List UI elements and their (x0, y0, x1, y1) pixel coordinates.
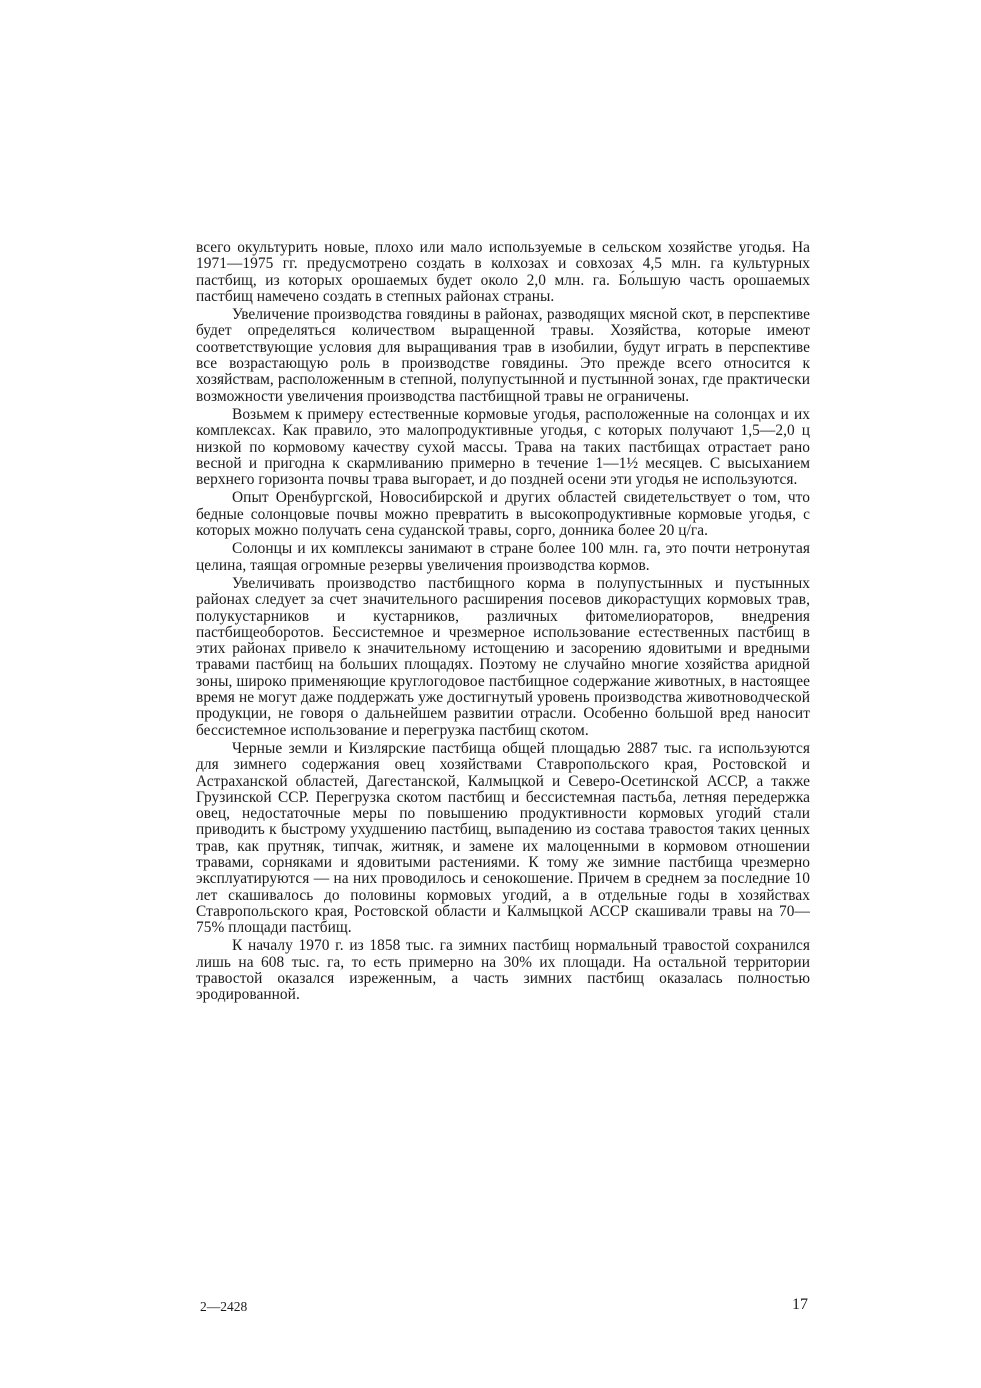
paragraph-8: К началу 1970 г. из 1858 тыс. га зимних пастбищ нормальный травостой сохранился лишь на 608 тыс. га, то есть примерно на 30% их площади. На остальной территории травостой оказался изреженным, а часть зимних пастбищ оказалась полностью эродированной. (196, 937, 810, 1004)
paragraph-7: Черные земли и Кизлярские пастбища общей площадью 2887 тыс. га используются для зимнего содержания овец хозяйствами Ставропольского края, Ростовской и Астраханской областей, Дагестанской, Калмыцкой и Северо-Осетинской АССР, а также Грузинской ССР. Перегрузка скотом пастбищ и бессистемная пастьба, летняя передержка овец, недостаточные меры по повышению продуктивности кормовых угодий стали приводить к быстрому ухудшению пастбищ, выпадению из состава травостоя таких ценных трав, как прутняк, типчак, житняк, и замене их малоценными в кормовом отношении травами, сорняками и ядовитыми растениями. К тому же зимние пастбища чрезмерно эксплуатируются — на них проводилось и сенокошение. Причем в среднем за последние 10 лет скашивалось до половины кормовых угодий, а в отдельные годы в хозяйствах Ставропольского края, Ростовской области и Калмыцкой АССР скашивали травы на 70—75% площади пастбищ. (196, 739, 810, 937)
paragraph-6: Увеличивать производство пастбищного корма в полупустынных и пустынных районах следует за счет значительного расширения посевов дикорастущих кормовых трав, полукустарников и кустарников, различных фитомелиораторов, внедрения пастбищеоборотов. Бессистемное и чрезмерное использование естественных пастбищ в этих районах привело к значительному истощению и засорению ядовитыми и вредными травами пастбищ на больших площадях. Поэтому не случайно многие хозяйства аридной зоны, широко применяющие круглогодовое пастбищное содержание животных, в настоящее время не могут даже поддержать уже достигнутый уровень производства животноводческой продукции, не говоря о дальнейшем развитии отрасли. Особенно большой вред наносит бессистемное использование и перегрузка пастбищ скотом. (196, 574, 810, 739)
printer-signature: 2—2428 (200, 1299, 248, 1314)
page-body (196, 240, 810, 1004)
paragraph-5: Солонцы и их комплексы занимают в стране более 100 млн. га, это почти нетронутая целина, таящая огромные резервы увеличения производства кормов. (196, 540, 810, 574)
page-footer (196, 1296, 810, 1316)
paragraph-4: Опыт Оренбургской, Новосибирской и других областей свидетельствует о том, что бедные солонцовые почвы можно превратить в высокопродуктивные кормовые угодья, с которых можно получать сена суданской травы, сорго, донника более 20 ц/га. (196, 489, 810, 540)
paragraph-2: Увеличение производства говядины в районах, разводящих мясной скот, в перспективе будет определяться количеством выращенной травы. Хозяйства, которые имеют соответствующие условия для выращивания трав в изобилии, будут играть в перспективе все возрастающую роль в производстве говядины. Это прежде всего относится к хозяйствам, расположенным в степной, полупустынной и пустынной зонах, где практически возможности увеличения производства пастбищной травы не ограничены. (196, 306, 810, 405)
paragraph-3: Возьмем к примеру естественные кормовые угодья, расположенные на солонцах и их комплексах. Как правило, это малопродуктивные угодья, с которых получают 1,5—2,0 ц низкой по кормовому качеству сухой массы. Трава на таких пастбищах отрастает рано весной и пригодна к скармливанию примерно в течение 1—1½ месяцев. С высыханием верхнего горизонта почвы трава выгорает, и до поздней осени эти угодья не используются. (196, 405, 810, 489)
paragraph-1: всего окультурить новые, плохо или мало используемые в сельском хозяйстве угодья. На 1971—1975 гг. предусмотрено создать в колхозах и совхозах 4,5 млн. га культурных пастбищ, из которых орошаемых будет около 2,0 млн. га. Бо́льшую часть орошаемых пастбищ намечено создать в степных районах страны. (196, 239, 810, 305)
page-number: 17 (792, 1296, 808, 1313)
